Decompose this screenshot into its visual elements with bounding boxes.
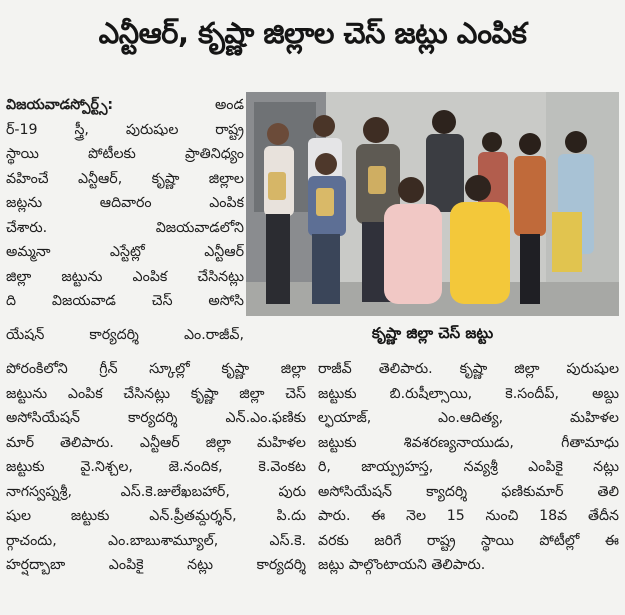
body-line: మార్ తెలిపారు. ఎన్టీఆర్ జిల్లా మహిళల [6, 434, 306, 451]
body-line: జట్టుకు వై.నిశ్చల, జె.నందిక, కె.వెంకట [6, 459, 306, 475]
headline: ఎన్టీఆర్, కృష్ణా జిల్లాల చెస్ జట్లు ఎంపిక [98, 16, 527, 50]
body-line: జిల్లా జట్టును ఎంపిక చేసినట్లు [6, 268, 244, 285]
body-line: జట్టును ఎంపిక చేసినట్లు కృష్ణా జిల్లా చెస్ [6, 385, 306, 402]
body-line: అసోసియేషన్ క్యాదర్శి ఫణికుమార్ తెలి [318, 483, 619, 500]
body-line: జట్టుకు శివశరణ్యనాయుడు, గీతామాధు [318, 434, 619, 451]
body-line: రి, జాయ్ప్రహస్త, నవ్యశ్రీ ఎంపికై నట్లు [318, 459, 619, 475]
body-line: ది విజయవాడ చెస్ అసోసి [6, 293, 244, 309]
dateline: విజయవాడస్పోర్ట్స్: [6, 97, 114, 113]
body-line: హర్షద్బాబా ఎంపికై నట్లు కార్యదర్శి [6, 557, 306, 573]
body-line: పారు. ఈ నెల 15 నుంచి 18వ తేదీన [318, 508, 619, 524]
body-line: యేషన్ కార్యదర్శి ఎం.రాజీవ్, [6, 327, 244, 343]
body-line: రాజీవ్ తెలిపారు. కృష్ణా జిల్లా పురుషుల [318, 361, 619, 377]
team-photo [246, 92, 619, 316]
body-line: వహించే ఎన్టీఆర్, కృష్ణా జిల్లాల [6, 170, 244, 187]
body-line: అసోసియేషన్ కార్యదర్శి ఎన్.ఎం.ఫణికు [6, 410, 306, 426]
body-line: స్థాయి పోటీలకు ప్రాతినిధ్యం [6, 146, 244, 162]
body-line: అమ్మనా ఎస్టేట్లో ఎన్టీఆర్ [6, 244, 244, 260]
body-line: ల్ఫయాజ్, ఎం.ఆదిత్య, మహిళల [318, 410, 619, 426]
body-line: ర్-19 స్త్రీ, పురుషుల రాష్ట్ర [6, 121, 244, 138]
body-line: వరకు జరిగే రాష్ట్ర స్థాయి పోటీల్లో ఈ [318, 532, 619, 549]
photo-caption: కృష్ణా జిల్లా చెస్ జట్టు [371, 324, 494, 342]
body-line: జట్లను ఆదివారం ఎంపిక [6, 195, 244, 211]
body-line: అండ [214, 97, 244, 113]
body-line: ర్గాచందు, ఎం.బాబుశామ్యూల్, ఎస్.కె. [6, 532, 306, 549]
body-line-first [6, 93, 244, 118]
body-line: జట్టుకు బి.రుషీల్సాయి, కె.సందీప్, అబ్దు [318, 385, 619, 402]
body-line: చేశారు. విజయవాడలోని [6, 219, 244, 236]
body-line: జట్లు పాల్గొంటాయని తెలిపారు. [318, 557, 486, 573]
body-line: పోరంకిలోని గ్రీన్ స్కూల్లో కృష్ణా జిల్లా [6, 361, 306, 377]
body-line: నాగస్వప్నశ్రీ, ఎస్.కె.జులేఖబహార్, పురు [6, 483, 306, 500]
body-line: షుల జట్టుకు ఎన్.ప్రీతమ్దర్శన్, పి.దు [6, 508, 306, 524]
